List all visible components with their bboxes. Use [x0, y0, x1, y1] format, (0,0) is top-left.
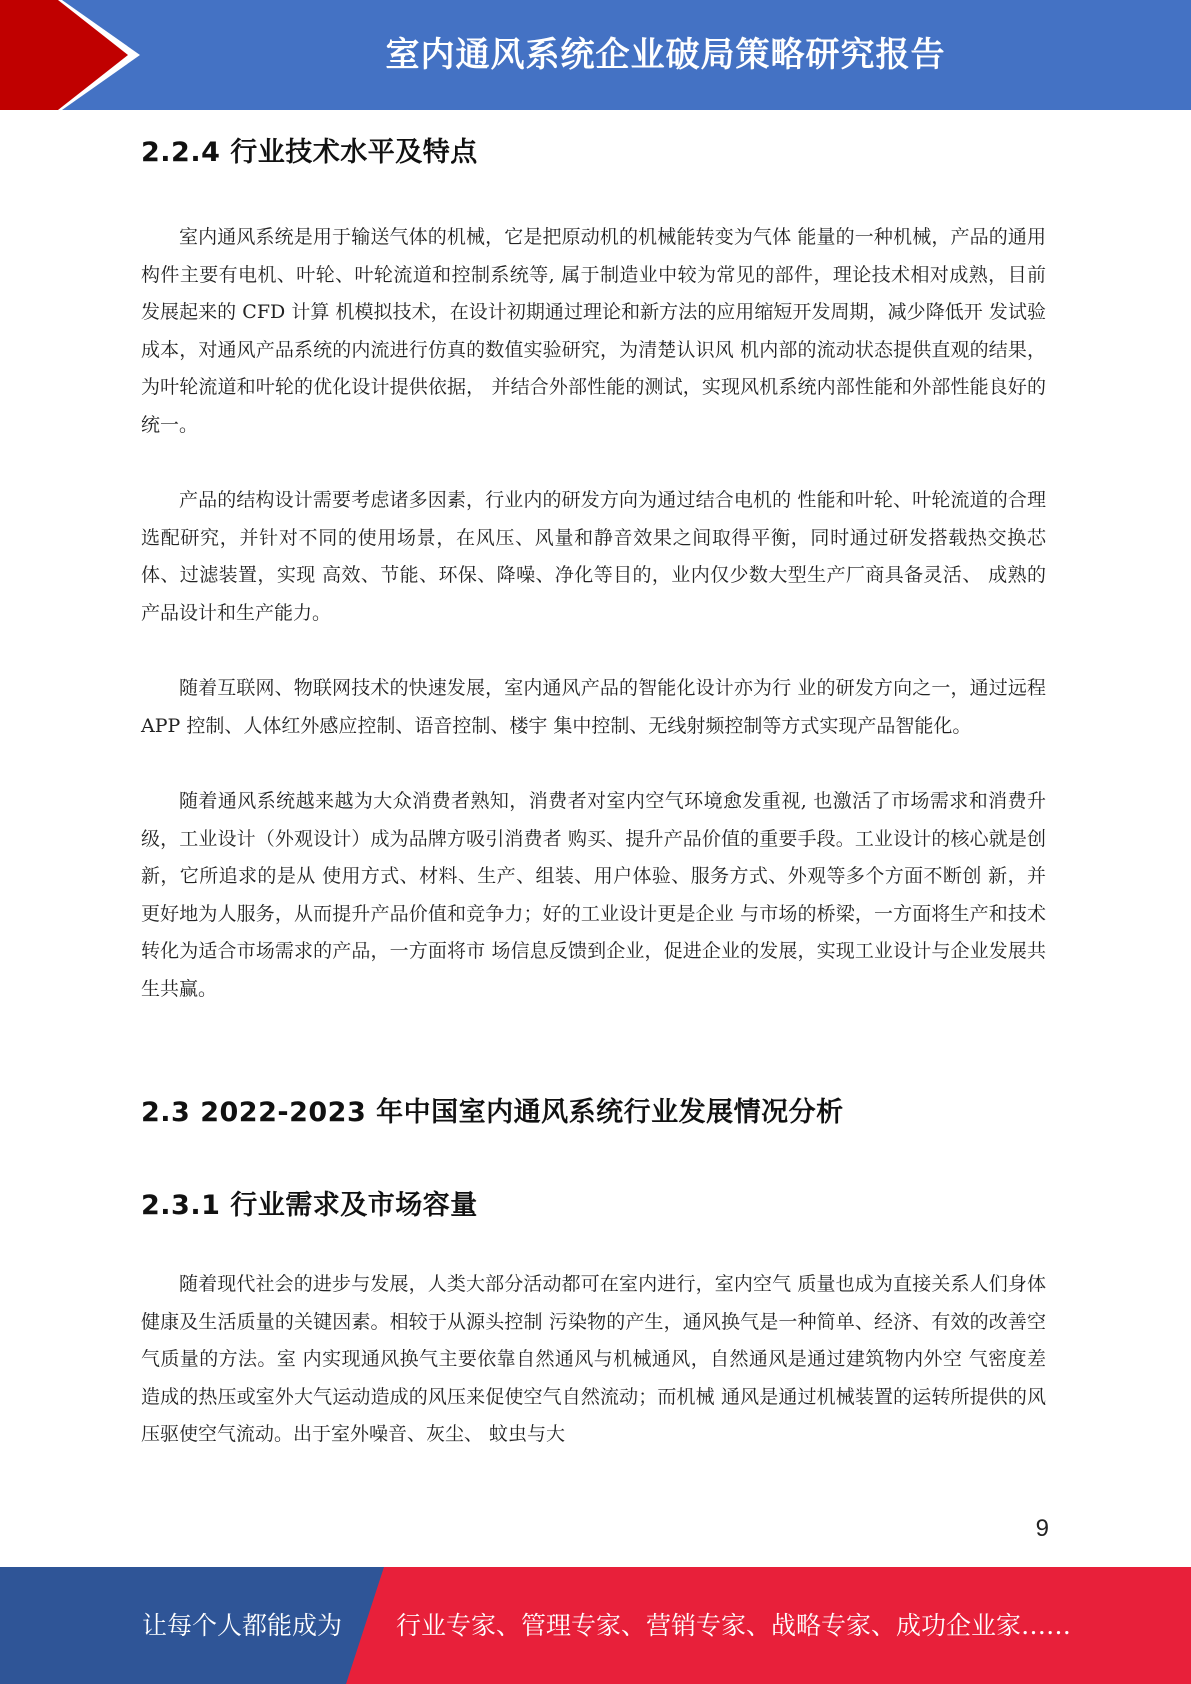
paragraph-demand: 随着现代社会的进步与发展，人类大部分活动都可在室内进行，室内空气 质量也成为直接关系人们身体健康及生活质量的关键因素。相较于从源头控制 污染物的产生，通风换气是一种简单、经济、有效的改善空气质量的方法。室 内实现通风换气主要依靠自然通风与机械通风，自然通风是通过建筑物内外空 气密度差造成的热压或室外大气运动造成的风压来促使空气自然流动；而机械 通风是通过机械装置的运转所提供的风压驱使空气流动。出于室外噪音、灰尘、 蚊虫与大 [141, 1273, 1046, 1445]
paragraph-tech-overview: 室内通风系统是用于输送气体的机械，它是把原动机的机械能转变为气体 能量的一种机械，产品的通用构件主要有电机、叶轮、叶轮流道和控制系统等, 属于制造业中较为常见的部件，理论技术相对成熟，目前发展起来的 CFD 计算 机模拟技术，在设计初期通过理论和新方法的应用缩短开发周期，减少降低开 发试验成本，对通风产品系统的内流进行仿真的数值实验研究，为清楚认识风 机内部的流动状态提供直观的结果，为叶轮流道和叶轮的优化设计提供依据， 并结合外部性能的测试，实现风机系统内部性能和外部性能良好的统一。 [141, 226, 1046, 436]
page-content [141, 120, 1046, 1454]
footer-slogan-left: 让每个人都能成为 [142, 1611, 343, 1640]
footer-slogan-right: 行业专家、管理专家、营销专家、战略专家、成功企业家…… [396, 1611, 1072, 1640]
paragraph-industrial-design: 随着通风系统越来越为大众消费者熟知，消费者对室内空气环境愈发重视, 也激活了市场需求和消费升级，工业设计（外观设计）成为品牌方吸引消费者 购买、提升产品价值的重要手段。工业设计的核心就是创新，它所追求的是从 使用方式、材料、生产、组装、用户体验、服务方式、外观等多个方面不断创 新，并更好地为人服务，从而提升产品价值和竞争力；好的工业设计更是企业 与市场的桥梁，一方面将生产和技术转化为适合市场需求的产品，一方面将市 场信息反馈到企业，促进企业的发展，实现工业设计与企业发展共生共赢。 [141, 790, 1046, 1000]
section-heading-2-3: 2.3 2022-2023 年中国室内通风系统行业发展情况分析 [141, 1097, 844, 1128]
paragraph-smart-design: 随着互联网、物联网技术的快速发展，室内通风产品的智能化设计亦为行 业的研发方向之一，通过远程 APP 控制、人体红外感应控制、语音控制、楼宇 集中控制、无线射频控制等方式实现产品智能化。 [141, 677, 1046, 737]
paragraph-structure-design: 产品的结构设计需要考虑诸多因素，行业内的研发方向为通过结合电机的 性能和叶轮、叶轮流道的合理选配研究，并针对不同的使用场景，在风压、风量和静音效果之间取得平衡，同时通过研发搭载热交换芯体、过滤装置，实现 高效、节能、环保、降噪、净化等目的，业内仅少数大型生产厂商具备灵活、 成熟的产品设计和生产能力。 [141, 489, 1046, 624]
section-heading-2-3-1: 2.3.1 行业需求及市场容量 [141, 1190, 478, 1221]
page-header [0, 0, 1191, 110]
header-chevron-decoration [0, 0, 150, 110]
report-title: 室内通风系统企业破局策略研究报告 [385, 35, 946, 75]
page-footer [0, 1567, 1191, 1684]
page-number: 9 [1035, 1515, 1049, 1542]
section-heading-2-2-4: 2.2.4 行业技术水平及特点 [141, 137, 478, 168]
